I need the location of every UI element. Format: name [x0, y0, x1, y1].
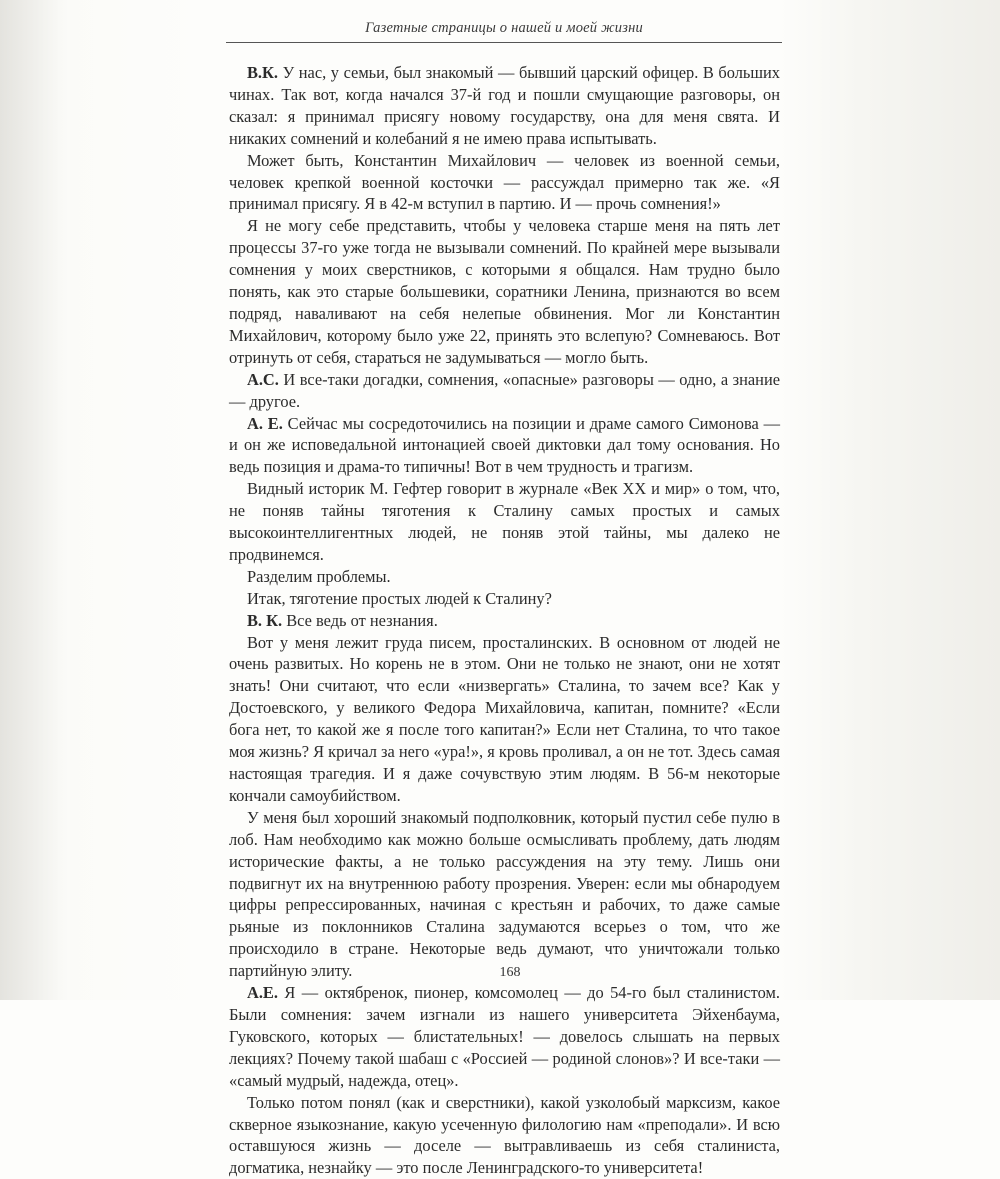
- paragraph-text: У меня был хороший знакомый подполковник, который пустил себе пулю в лоб. Нам необходимо как можно больше осмысливать проблему, дать людям исторические факты, а не только рассуждения на эту тему. Лишь они подвигнут их на внутреннюю работу прозрения. Уверен: если мы обнародуем цифры репрессированных, начиная с крестьян и рабочих, то даже самые рьяные из поклонников Сталина задумаются всерьез о том, что же происходило в стране. Некоторые ведь думают, что уничтожали только партийную элиту.: [229, 807, 780, 981]
- paragraph-4: [229, 369, 780, 413]
- paragraph-13: [229, 1092, 780, 1179]
- page-number: 168: [499, 965, 521, 980]
- paragraph-text: Я не могу себе представить, чтобы у человека старше меня на пять лет процессы 37-го уже тогда не вызывали сомнений. По крайней мере вызывали сомнения у моих сверстников, с которыми я общался. Нам трудно было понять, как это старые большевики, соратники Ленина, признаются во всем подряд, наваливают на себя нелепые обвинения. Мог ли Константин Михайлович, которому было уже 22, принять это вслепую? Сомневаюсь. Вот отринуть от себя, стараться не задумываться — могло быть.: [229, 216, 780, 367]
- spine-shadow: [0, 0, 70, 1000]
- paragraph-9: [229, 610, 780, 632]
- speaker-label: В.К.: [247, 63, 279, 82]
- paragraph-text: Сейчас мы сосредоточились на позиции и драме самого Симонова — и он же исповедальной интонацией своей диктовки дал тому основания. Но ведь позиция и драма-то типичны! Вот в чем трудность и трагизм.: [229, 413, 780, 477]
- paragraph-text: Итак, тяготение простых людей к Сталину?: [247, 588, 552, 608]
- paragraph-text: И все-таки догадки, сомнения, «опасные» разговоры — одно, а знание — другое.: [229, 369, 780, 411]
- paragraph-text: У нас, у семьи, был знакомый — бывший царский офицер. В больших чинах. Так вот, когда начался 37-й год и пошли смущающие разговоры, он сказал: я принимал присягу новому государству, она для меня свята. И никаких сомнений и колебаний я не имею права испытывать.: [229, 63, 780, 148]
- speaker-label: А.С.: [247, 369, 279, 389]
- paragraph-7: [229, 566, 780, 588]
- paragraph-1: [229, 62, 780, 150]
- paragraph-3: [229, 215, 780, 368]
- paragraph-8: [229, 588, 780, 610]
- paragraph-text: Только потом понял (как и сверстники), какой узколобый марксизм, какое скверное языкознание, какую усеченную филологию нам «преподали». И всю оставшуюся жизнь — доселе — вытравливаешь из себя сталиниста, догматика, незнайку — это после Ленинградского-то университета!: [229, 1092, 780, 1178]
- paragraph-text: Может быть, Константин Михайлович — человек из военной семьи, человек крепкой военной косточки — рассуждал примерно так же. «Я принимал присягу. Я в 42-м вступил в партию. И — прочь сомнения!»: [229, 150, 780, 214]
- paragraph-6: [229, 478, 780, 566]
- paragraph-5: [229, 413, 780, 479]
- running-header: Газетные страницы о нашей и моей жизни: [365, 20, 643, 36]
- paragraph-2: [229, 150, 780, 216]
- paragraph-text: Все ведь от незнания.: [282, 610, 438, 630]
- speaker-label: А.Е.: [247, 983, 278, 1003]
- paragraph-text: Вот у меня лежит груда писем, просталинских. В основном от людей не очень развитых. Но корень не в этом. Они не только не знают, они не хотят знать! Они считают, что если «низвергать» Сталина, то зачем все? Как у Достоевского, у великого Федора Михайловича, капитан, помните? «Если бога нет, то какой же я после того капитан?» Если нет Сталина, то что такое моя жизнь? Я кричал за него «ура!», я кровь проливал, а он не тот. Здесь самая настоящая трагедия. И я даже сочувствую этим людям. В 56-м некоторые кончали самоубийством.: [229, 632, 780, 805]
- paragraph-text: Видный историк М. Гефтер говорит в журнале «Век XX и мир» о том, что, не поняв тайны тяготения к Сталину самых простых и самых высокоинтеллигентных людей, не поняв этой тайны, мы далеко не продвинемся.: [229, 479, 780, 564]
- paragraph-text: Разделим проблемы.: [247, 566, 391, 586]
- paragraph-10: [229, 632, 780, 807]
- paragraph-11: [229, 807, 780, 982]
- paragraph-12: [229, 982, 780, 1092]
- header-rule: [226, 42, 782, 43]
- paragraph-text: Я — октябренок, пионер, комсомолец — до 54-го был сталинистом. Были сомнения: зачем изгнали из нашего университета Эйхенбаума, Гуковского, которых — блистательных! — довелось слышать на первых лекциях? Почему такой шабаш с «Россией — родиной слонов»? И все-таки — «самый мудрый, надежда, отец».: [229, 983, 780, 1090]
- speaker-label: А. Е.: [247, 413, 283, 433]
- speaker-label: В. К.: [247, 610, 283, 630]
- body-text: [229, 62, 780, 1179]
